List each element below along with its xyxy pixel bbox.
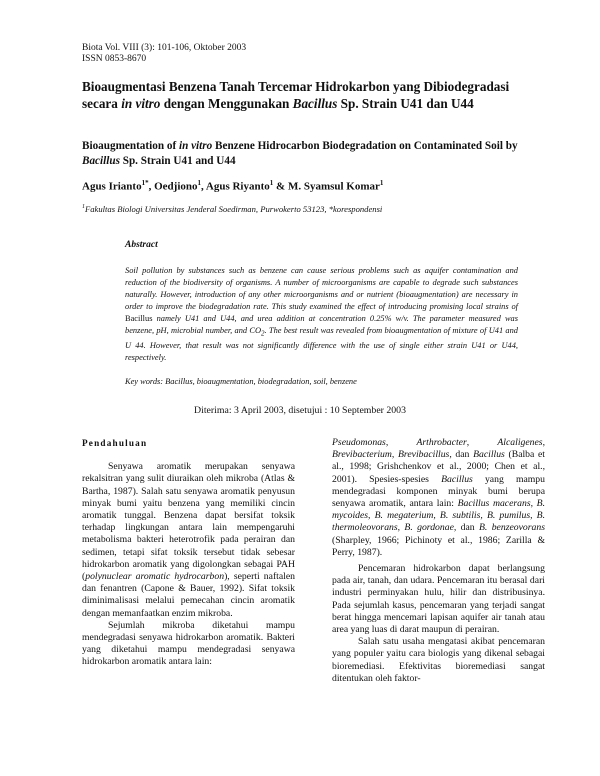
title-en-italic1: in vitro	[178, 140, 213, 152]
right-paragraph-2: Pencemaran hidrokarbon dapat berlangsung pada air, tanah, dan udara. Pencemaran itu berasal dari industri perminyakan hulu, hilir dan distribusinya. Pada sejumlah kasus, pencemaran yang terjadi sangat berat hingga mencemari lapisan aquifer air tanah atau area yang luas di darat maupun di perairan.	[332, 563, 545, 636]
title-id-italic2: Bacillus	[292, 95, 338, 111]
journal-issn: ISSN 0853-8670	[82, 54, 147, 64]
author-3-sup: 1	[269, 179, 274, 187]
abstract-co2-sub: 2	[261, 329, 265, 338]
affiliation-text: Fakultas Biologi Universitas Jenderal Soedirman, Purwokerto 53123, *korespondensi	[85, 204, 383, 214]
affiliation	[82, 204, 382, 214]
author-4: & M. Syamsul Komar	[273, 180, 380, 193]
title-en-part2: Benzene Hidrocarbon Biodegradation on Contaminated Soil by	[212, 140, 518, 152]
title-english	[82, 139, 542, 169]
right-paragraph-1: Pseudomonas, Arthrobacter, Alcaligenes, Brevibacterium, Brevibacillus, dan Bacillus (Balba et al., 1998; Grishchenkov et al., 2000; Chen et al., 2001). Spesies-spesies Bacillus yang mampu mendegradasi komponen minyak bumi berupa senyawa aromatik, antara lain: Bacillus macerans, B. mycoides, B. megaterium, B. subtilis, B. pumilus, B. thermoleovorans, B. gordonae, dan B. benzeovorans (Sharpley, 1966; Pichinoty et al., 1986; Zarilla & Perry, 1987).	[332, 437, 545, 558]
abstract-body	[125, 265, 518, 364]
right-p1-end: (Sharpley, 1966; Pichinoty et al., 1986; Zarilla & Perry, 1987).	[332, 534, 545, 558]
title-id-italic1: in vitro	[121, 95, 161, 111]
author-2-sup: 1	[197, 179, 201, 187]
author-list	[82, 179, 383, 193]
right-p1-rest2: yang mampu mendegradasi komponen minyak bumi berupa senyawa aromatik, antara lain:	[332, 473, 545, 510]
journal-meta	[82, 43, 246, 65]
genus-7: Bacillus	[441, 473, 473, 485]
intro-paragraph-2: Sejumlah mikroba diketahui mampu mendegradasi senyawa hidrokarbon aromatik. Bakteri yang diketahui mampu mendegradasi senyawa hidrokarbon aromatik antara lain:	[82, 619, 295, 668]
left-column	[82, 437, 295, 669]
journal-citation: Biota Vol. VIII (3): 101-106, Oktober 2003	[82, 43, 247, 53]
species-list: Bacillus macerans, B. mycoides, B. megaterium, B. subtilis, B. pumilus, B. thermoleovorans, B. gordonae,	[332, 498, 545, 534]
intro-p1-italic: polynuclear aromatic hydrocarbon	[85, 571, 225, 583]
title-id-part1: Bioaugmentasi Benzena Tanah Tercemar Hidrokarbon yang Dibiodegradasi secara	[82, 79, 510, 111]
genus-6: Bacillus	[473, 449, 505, 461]
title-en-part1: Bioaugmentation of	[82, 140, 179, 152]
author-1-sup: 1*	[141, 179, 149, 187]
abstract-text-2: namely U41 and U44, and urea addition at concentration 0.25% w/v. The parameter measured was benzene, pH, microbial number, and CO	[125, 313, 518, 335]
intro-p1-text: Senyawa aromatik merupakan senyawa rekalsitran yang sulit diuraikan oleh mikroba (Atlas & Bartha, 1987). Salah satu senyawa aromatik penyusun minyak bumi yaitu benzena yang memiliki cincin aromatik tunggal. Benzena dapat bersifat toksik terhadap lingkungan antara lain mempengaruhi metabolisma bakteri heterotrofik pada perairan dan sedimen, tetapi sifat toksik tersebut tidak sebesar hidrokarbon aromatik yang digolongkan sebagai PAH (	[82, 461, 295, 583]
section-heading-introduction: Pendahuluan	[82, 438, 148, 448]
author-1: Agus Irianto	[82, 180, 142, 193]
intro-paragraph-1	[82, 461, 295, 620]
received-dates: Diterima: 3 April 2003, disetujui : 10 September 2003	[194, 405, 406, 416]
abstract-text-3: . The best result was revealed from bioaugmentation of mixture of U41 and U 44. However, that result was not significantly difference with the use of single either strain U41 or U44, respectively.	[125, 325, 518, 363]
genus-3: Alcaligenes	[497, 437, 543, 448]
genus-4: Brevibacterium	[332, 449, 392, 461]
title-id-part2: dengan Menggunakan	[160, 95, 293, 111]
abstract-text-1: Soil pollution by substances such as benzene can cause serious problems such as aquifer contamination and reduction of the biodiversity of organisms. A number of microorganisms are capable to degrade such substances naturally. However, introduction of any other microorganisms and or nutrient (bioaugmentation) are necessary in order to improve the biodegradation rate. This study examined the effect of introducing promising local strains of	[125, 266, 518, 311]
author-2: , Oedjiono	[148, 180, 198, 193]
genus-1: Pseudomonas	[332, 437, 386, 448]
and-1: , dan	[449, 449, 474, 461]
abstract-heading: Abstract	[125, 240, 158, 250]
author-3: , Agus Riyanto	[201, 180, 270, 193]
affiliation-sup: 1	[82, 204, 85, 211]
right-column	[332, 437, 545, 685]
title-en-italic2: Bacillus	[82, 155, 120, 167]
abstract-bacillus: Bacillus	[125, 313, 153, 323]
title-indonesian	[82, 79, 542, 112]
genus-2: Arthrobacter	[416, 437, 467, 448]
genus-5: Brevibacillus	[398, 449, 450, 461]
keywords: Key words: Bacillus, bioaugmentation, biodegradation, soil, benzene	[125, 377, 357, 386]
species-and: dan	[456, 522, 480, 534]
species-last: B. benzeovorans	[479, 522, 545, 534]
right-paragraph-3: Salah satu usaha mengatasi akibat pencemaran yang populer yaitu cara biologis yang dikenal sebagai bioremediasi. Efektivitas bioremediasi sangat ditentukan oleh faktor-	[332, 636, 545, 684]
intro-p1-end: ), seperti naftalen dan fenantren (Capone & Bauer, 1992). Sifat toksik diminimalisasi melalui pemecahan cincin aromatik dengan memanfaatkan enzim mikroba.	[82, 571, 296, 619]
title-id-part3: Sp. Strain U41 dan U44	[337, 95, 474, 111]
right-p1-rest: (Balba et al., 1998; Grishchenkov et al., 2000; Chen et al., 2001). Spesies-spesies	[332, 449, 545, 485]
author-4-sup: 1	[379, 179, 384, 187]
title-en-part3: Sp. Strain U41 and U44	[119, 155, 236, 167]
